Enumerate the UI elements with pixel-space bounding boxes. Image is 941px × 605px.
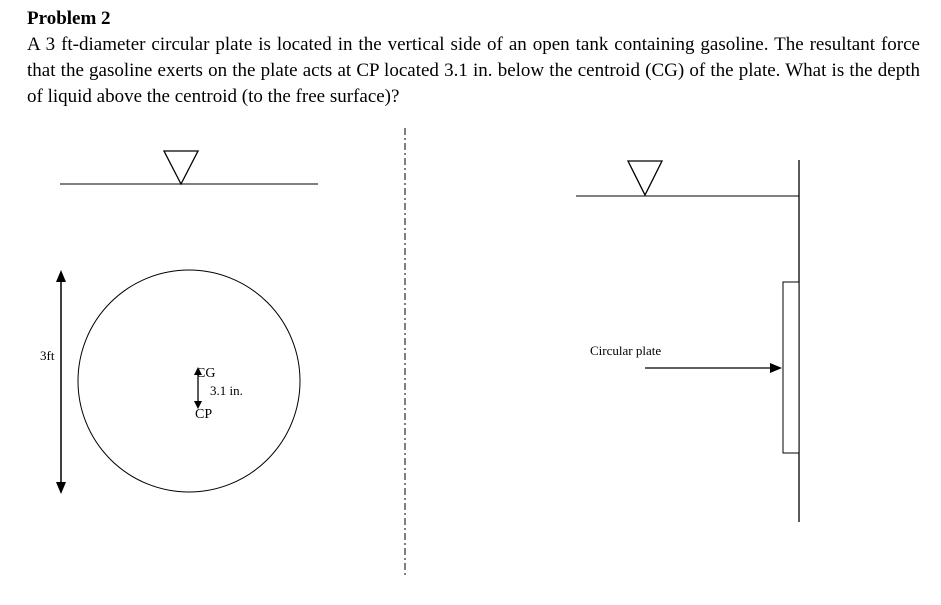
- free-surface-symbol-side: [628, 161, 662, 195]
- diameter-arrow-down: [56, 482, 66, 494]
- front-view: [40, 151, 318, 494]
- circular-plate-side: [783, 282, 799, 453]
- centroid-label: CG: [196, 366, 216, 381]
- force-arrow-head: [770, 363, 782, 373]
- side-view: [576, 160, 799, 522]
- plate-label: Circular plate: [590, 343, 662, 358]
- diameter-label: 3ft: [40, 348, 55, 363]
- diameter-arrow-up: [56, 270, 66, 282]
- problem-title: Problem 2: [27, 8, 111, 29]
- circular-plate-front: [78, 270, 300, 492]
- problem-statement: A 3 ft-diameter circular plate is located in the vertical side of an open tank containing gasoline. The resultant force that the gasoline exerts on the plate acts at CP located 3.1 in. below the centroid (CG) of the plate. What is the depth of liquid above the centroid (to the free surface)?: [27, 34, 920, 107]
- pressure-center-label: CP: [195, 407, 213, 422]
- offset-label: 3.1 in.: [210, 383, 243, 398]
- free-surface-symbol-front: [164, 151, 198, 184]
